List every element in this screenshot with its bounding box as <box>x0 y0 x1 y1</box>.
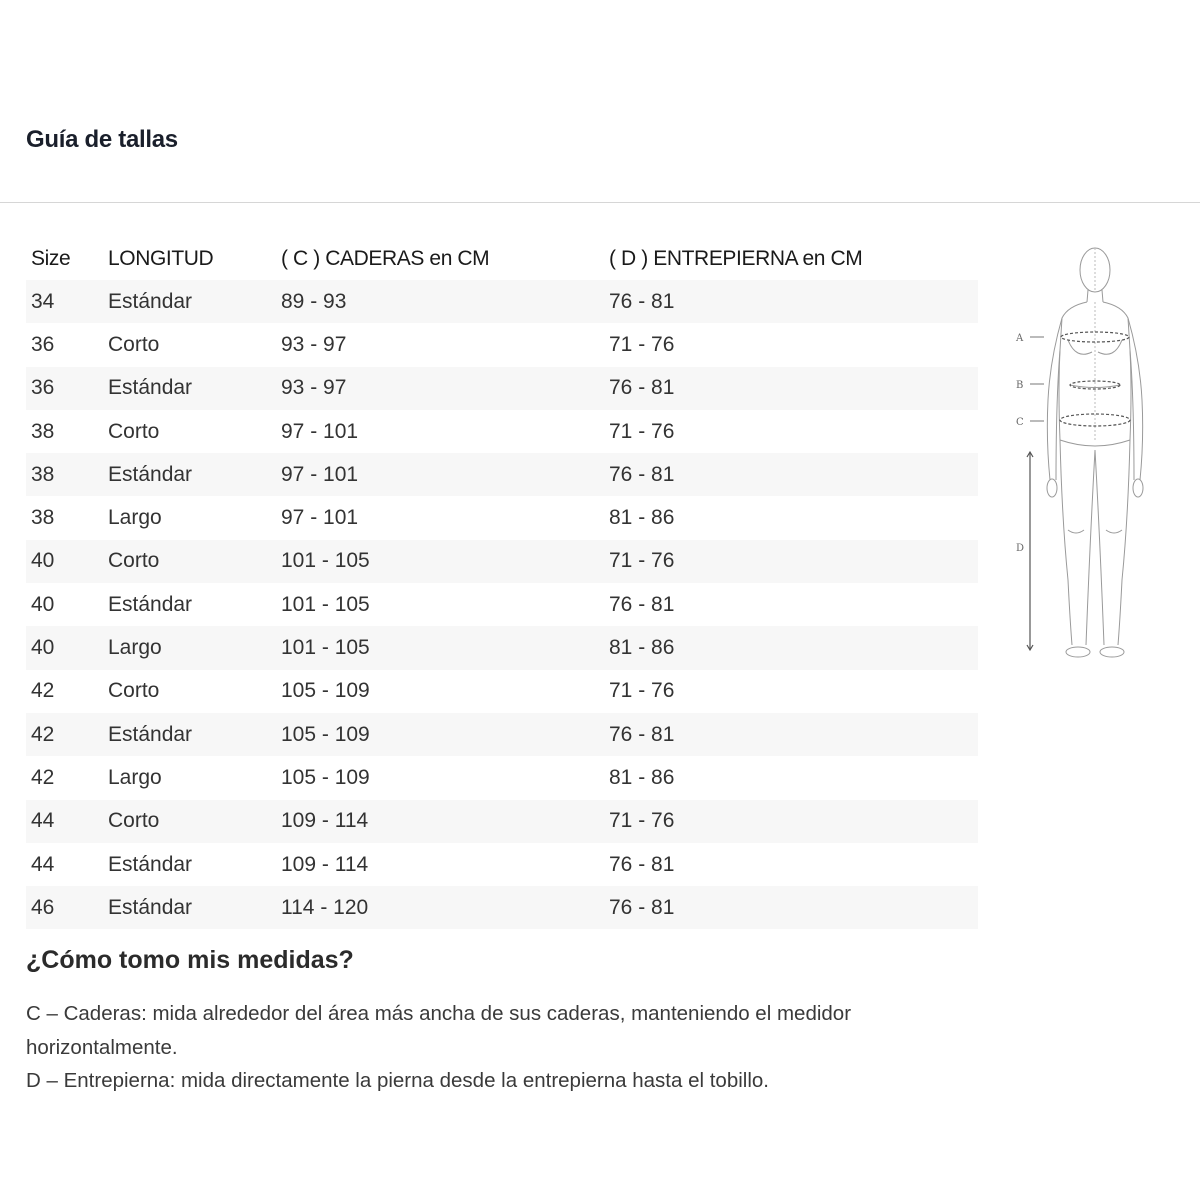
size-table <box>26 238 978 929</box>
cell-inseam: 71 - 76 <box>609 332 675 356</box>
cell-length: Estándar <box>108 592 193 616</box>
cell-size: 38 <box>26 453 103 496</box>
cell-inseam: 81 - 86 <box>604 626 978 669</box>
table-header-row <box>26 238 978 280</box>
table-row <box>26 843 978 886</box>
table-row <box>26 713 978 756</box>
cell-hips: 93 - 97 <box>276 367 604 410</box>
cell-size: 42 <box>31 679 55 703</box>
table-row <box>26 670 978 713</box>
cell-inseam: 76 - 81 <box>604 367 978 410</box>
table-body <box>26 280 978 929</box>
table-row <box>26 540 978 583</box>
cell-length: Estándar <box>103 280 276 323</box>
hips-instruction: C – Caderas: mida alrededor del área más ancha de sus caderas, manteniendo el medidor horizontalmente. <box>26 1002 852 1059</box>
cell-inseam: 76 - 81 <box>604 280 978 323</box>
header-inseam: ( D ) ENTREPIERNA en CM <box>609 247 863 270</box>
cell-length: Corto <box>108 419 160 443</box>
cell-hips: 101 - 105 <box>276 626 604 669</box>
cell-inseam: 76 - 81 <box>604 713 978 756</box>
cell-length: Corto <box>103 540 276 583</box>
cell-inseam: 81 - 86 <box>609 765 675 789</box>
inseam-instruction: D – Entrepierna: mida directamente la pierna desde la entrepierna hasta el tobillo. <box>26 1069 769 1092</box>
cell-hips: 105 - 109 <box>281 679 370 703</box>
cell-hips: 97 - 101 <box>276 453 604 496</box>
header-size: Size <box>31 247 71 270</box>
measurement-help-heading: ¿Cómo tomo mis medidas? <box>26 946 354 974</box>
label-a: A <box>1016 333 1024 344</box>
table-row <box>26 367 978 410</box>
cell-size: 40 <box>26 626 103 669</box>
table-row <box>26 496 978 539</box>
cell-length: Estándar <box>108 852 193 876</box>
cell-hips: 101 - 105 <box>276 540 604 583</box>
cell-inseam: 76 - 81 <box>604 453 978 496</box>
header-length: LONGITUD <box>108 247 214 270</box>
table-row <box>26 280 978 323</box>
cell-hips: 109 - 114 <box>276 800 604 843</box>
cell-inseam: 71 - 76 <box>604 540 978 583</box>
cell-length: Estándar <box>103 453 276 496</box>
cell-size: 42 <box>31 765 55 789</box>
cell-inseam: 76 - 81 <box>609 592 675 616</box>
cell-hips: 97 - 101 <box>281 419 359 443</box>
label-d: D <box>1016 543 1025 554</box>
cell-length: Estándar <box>103 367 276 410</box>
cell-size: 44 <box>31 852 55 876</box>
cell-length: Estándar <box>103 713 276 756</box>
cell-size: 34 <box>26 280 103 323</box>
cell-hips: 105 - 109 <box>281 765 370 789</box>
table-row <box>26 453 978 496</box>
cell-size: 38 <box>31 506 55 530</box>
cell-size: 46 <box>26 886 103 929</box>
table-row <box>26 886 978 929</box>
label-b: B <box>1016 380 1024 391</box>
divider <box>0 202 1200 203</box>
table-row <box>26 410 978 453</box>
table-row <box>26 626 978 669</box>
table-row <box>26 323 978 366</box>
cell-hips: 97 - 101 <box>281 506 359 530</box>
cell-hips: 93 - 97 <box>281 332 347 356</box>
cell-size: 40 <box>26 540 103 583</box>
cell-size: 38 <box>31 419 55 443</box>
cell-inseam: 76 - 81 <box>609 852 675 876</box>
cell-inseam: 71 - 76 <box>604 800 978 843</box>
cell-size: 44 <box>26 800 103 843</box>
body-measurement-figure <box>1010 240 1160 670</box>
page-title: Guía de tallas <box>26 126 178 153</box>
cell-inseam: 76 - 81 <box>604 886 978 929</box>
cell-length: Corto <box>108 679 160 703</box>
cell-length: Largo <box>103 626 276 669</box>
table-row <box>26 583 978 626</box>
header-hips: ( C ) CADERAS en CM <box>281 247 490 270</box>
table-row <box>26 756 978 799</box>
cell-length: Largo <box>108 506 162 530</box>
cell-inseam: 81 - 86 <box>609 506 675 530</box>
cell-hips: 105 - 109 <box>276 713 604 756</box>
cell-hips: 101 - 105 <box>281 592 370 616</box>
cell-length: Corto <box>103 800 276 843</box>
cell-inseam: 71 - 76 <box>609 419 675 443</box>
cell-length: Largo <box>108 765 162 789</box>
cell-hips: 114 - 120 <box>276 886 604 929</box>
cell-length: Estándar <box>103 886 276 929</box>
cell-inseam: 71 - 76 <box>609 679 675 703</box>
cell-size: 36 <box>31 332 55 356</box>
cell-hips: 89 - 93 <box>276 280 604 323</box>
label-c: C <box>1016 417 1024 428</box>
table-row <box>26 800 978 843</box>
body-figure-illustration <box>1010 240 1160 670</box>
cell-size: 42 <box>26 713 103 756</box>
cell-length: Corto <box>108 332 160 356</box>
cell-size: 40 <box>31 592 55 616</box>
cell-size: 36 <box>26 367 103 410</box>
cell-hips: 109 - 114 <box>281 852 369 876</box>
